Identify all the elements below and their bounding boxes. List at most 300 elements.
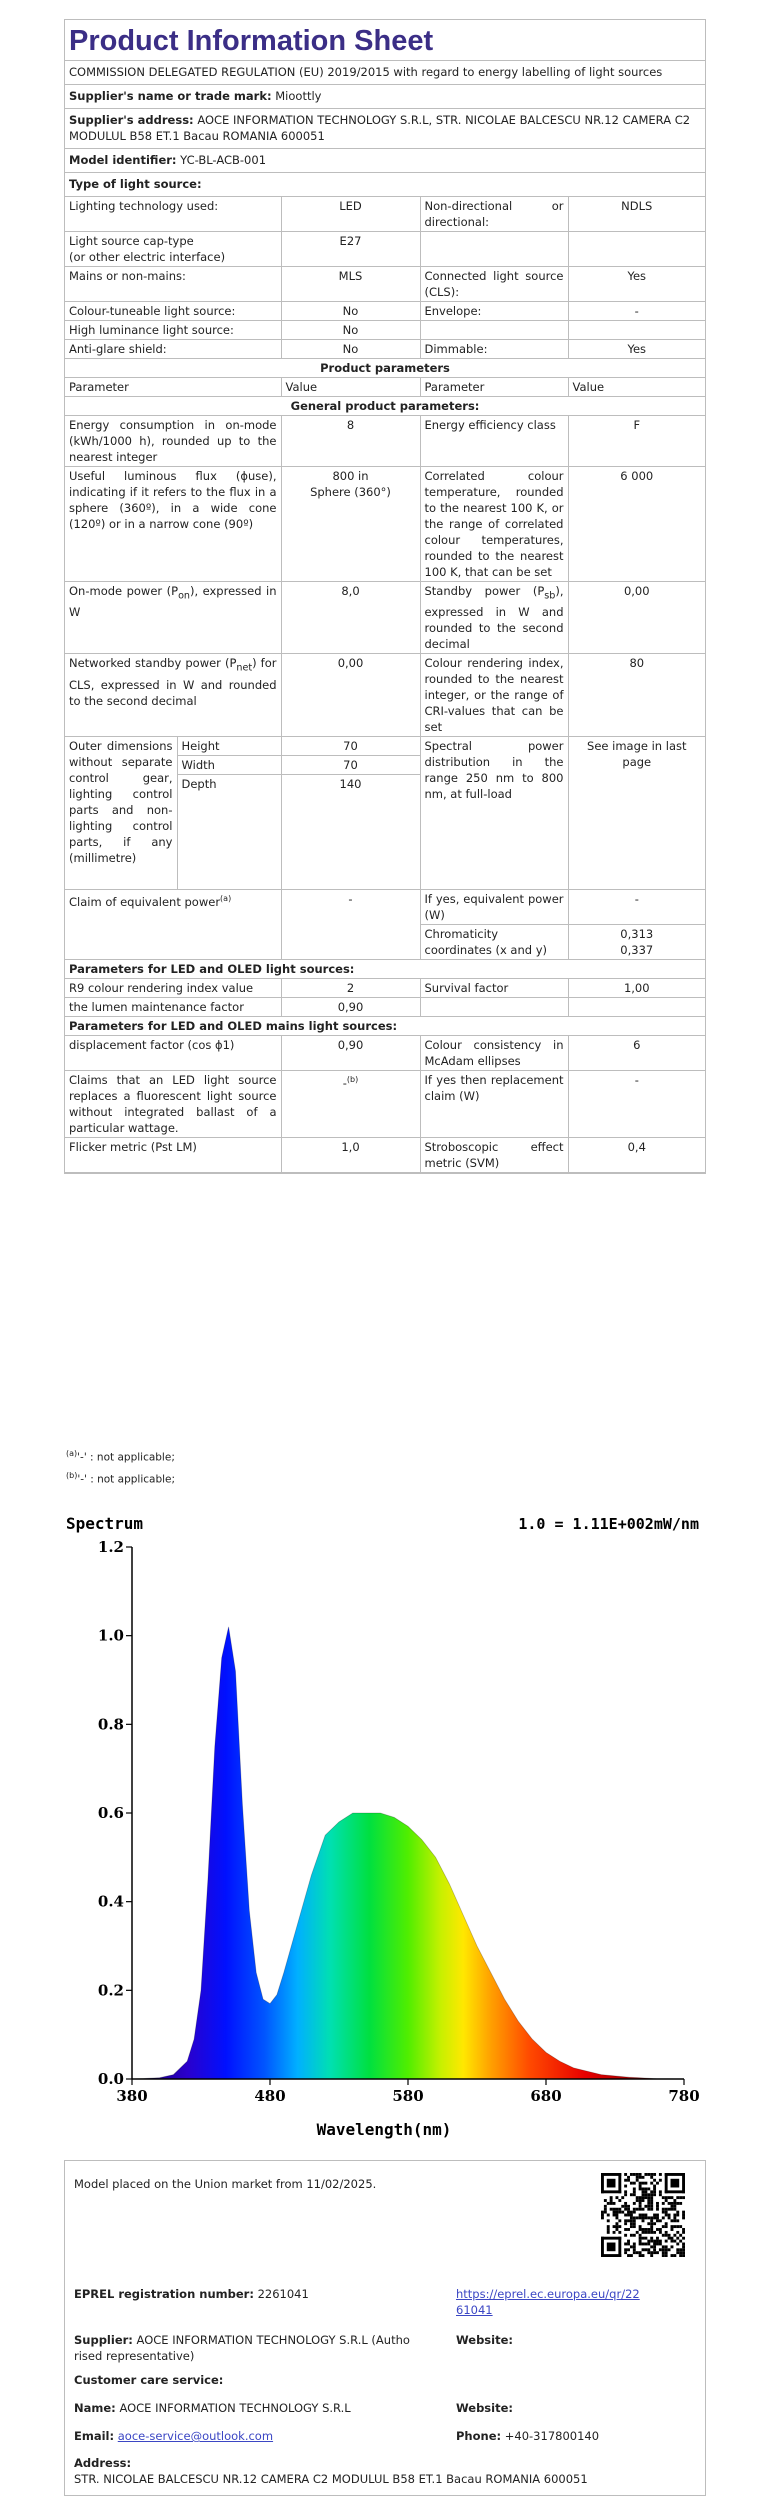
- qr-finder: [601, 2173, 621, 2176]
- qr-module: [630, 2173, 633, 2176]
- care-website-label: Website:: [456, 2401, 513, 2415]
- qr-module: [642, 2228, 645, 2231]
- qr-module: [662, 2245, 665, 2248]
- qr-module: [633, 2222, 636, 2225]
- qr-module: [613, 2211, 616, 2214]
- qr-module: [644, 2190, 647, 2193]
- standby-power-label-text: Standby power (P: [424, 584, 545, 598]
- supplier-row: [74, 2332, 454, 2364]
- envelope-value: -: [568, 302, 705, 321]
- qr-module: [615, 2214, 618, 2217]
- qr-module: [659, 2231, 662, 2234]
- dimmable-label: Dimmable:: [420, 340, 568, 359]
- qr-module: [644, 2193, 647, 2196]
- nondirectional-value: NDLS: [568, 197, 705, 232]
- qr-module: [639, 2199, 642, 2202]
- eprel-link-line1[interactable]: https://eprel.ec.europa.eu/qr/22: [456, 2287, 640, 2301]
- qr-module: [627, 2176, 630, 2179]
- qr-module: [656, 2202, 659, 2205]
- mains-parameters-heading: Parameters for LED and OLED mains light sources:: [65, 1017, 705, 1036]
- care-email-row: [74, 2428, 273, 2444]
- qr-module: [639, 2185, 642, 2188]
- r9-value: 2: [281, 979, 420, 998]
- qr-module: [633, 2219, 636, 2222]
- registration-footer: [64, 2160, 706, 2496]
- supplier-name-value: Mioottly: [275, 89, 322, 103]
- technology-label: Lighting technology used:: [65, 197, 281, 232]
- qr-module: [673, 2202, 676, 2205]
- qr-module: [656, 2208, 659, 2211]
- supplier-address-label: Supplier's address:: [69, 113, 194, 127]
- qr-module: [647, 2199, 650, 2202]
- qr-module: [627, 2254, 630, 2257]
- qr-finder: [601, 2173, 604, 2193]
- qr-module: [642, 2199, 645, 2202]
- qr-module: [644, 2228, 647, 2231]
- qr-module: [679, 2254, 682, 2257]
- qr-module: [647, 2248, 650, 2251]
- qr-module: [633, 2251, 636, 2254]
- y-tick-label: 0.2: [97, 1981, 124, 2000]
- qr-module: [665, 2251, 668, 2254]
- care-address-row: [74, 2455, 694, 2487]
- qr-module: [647, 2216, 650, 2219]
- qr-module: [615, 2208, 618, 2211]
- qr-module: [676, 2225, 679, 2228]
- qr-module: [627, 2219, 630, 2222]
- qr-module: [653, 2222, 656, 2225]
- width-label: Width: [177, 756, 281, 775]
- qr-module: [647, 2222, 650, 2225]
- qr-module: [653, 2173, 656, 2176]
- qr-module: [621, 2205, 624, 2208]
- column-header-value: Value: [281, 378, 420, 397]
- table-row: [65, 359, 705, 378]
- cls-label: Connected light source (CLS):: [420, 267, 568, 302]
- qr-module: [671, 2237, 674, 2240]
- qr-module: [673, 2214, 676, 2217]
- y-tick-label: 0.4: [97, 1892, 124, 1911]
- qr-module: [682, 2237, 685, 2240]
- qr-finder: [601, 2237, 604, 2257]
- qr-module: [656, 2237, 659, 2240]
- qr-module: [613, 2231, 616, 2234]
- qr-module: [653, 2231, 656, 2234]
- y-tick-label: 1.0: [97, 1626, 124, 1645]
- cls-value: Yes: [568, 267, 705, 302]
- qr-module: [644, 2205, 647, 2208]
- qr-module: [627, 2208, 630, 2211]
- qr-module: [618, 2219, 621, 2222]
- supplier-value-line2: rised representative): [74, 2349, 195, 2363]
- qr-module: [621, 2211, 624, 2214]
- mains-value: MLS: [281, 267, 420, 302]
- qr-module: [644, 2243, 647, 2246]
- qr-finder: [601, 2190, 621, 2193]
- qr-module: [665, 2234, 668, 2237]
- qr-module: [613, 2214, 616, 2217]
- tuneable-label: Colour-tuneable light source:: [65, 302, 281, 321]
- qr-module: [671, 2225, 674, 2228]
- qr-module: [665, 2240, 668, 2243]
- lumen-maintenance-label: the lumen maintenance factor: [65, 998, 281, 1017]
- qr-module: [604, 2205, 607, 2208]
- qr-module: [659, 2240, 662, 2243]
- qr-module: [624, 2248, 627, 2251]
- qr-module: [650, 2245, 653, 2248]
- qr-module: [650, 2225, 653, 2228]
- networked-standby-label-rest: ) for CLS, expressed in W and rounded to the second decimal: [69, 656, 277, 708]
- qr-module: [679, 2240, 682, 2243]
- qr-module: [642, 2216, 645, 2219]
- colour-consistency-label: Colour consistency in McAdam ellipses: [420, 1036, 568, 1071]
- qr-module: [610, 2196, 613, 2199]
- qr-finder: [601, 2237, 621, 2240]
- qr-module: [673, 2254, 676, 2257]
- column-header-parameter-2: Parameter: [420, 378, 568, 397]
- high-luminance-value: No: [281, 321, 420, 340]
- table-row: [65, 979, 705, 998]
- qr-module: [633, 2248, 636, 2251]
- depth-value: 140: [281, 775, 420, 890]
- cap-type-label: [65, 232, 281, 267]
- qr-finder: [665, 2190, 685, 2193]
- eprel-link[interactable]: [456, 2286, 640, 2318]
- qr-module: [647, 2240, 650, 2243]
- qr-module: [636, 2176, 639, 2179]
- qr-module: [636, 2216, 639, 2219]
- qr-module: [610, 2202, 613, 2205]
- qr-module: [636, 2251, 639, 2254]
- qr-module: [639, 2251, 642, 2254]
- qr-module: [630, 2222, 633, 2225]
- care-name-label: Name:: [74, 2401, 116, 2415]
- qr-module: [604, 2211, 607, 2214]
- qr-module: [659, 2173, 662, 2176]
- qr-module: [676, 2248, 679, 2251]
- qr-module: [642, 2214, 645, 2217]
- qr-module: [647, 2187, 650, 2190]
- qr-module: [668, 2237, 671, 2240]
- qr-module: [644, 2173, 647, 2176]
- tuneable-value: No: [281, 302, 420, 321]
- qr-module: [673, 2219, 676, 2222]
- qr-module: [668, 2196, 671, 2199]
- qr-module: [627, 2228, 630, 2231]
- table-row: [65, 582, 705, 654]
- customer-care-label: Customer care service:: [74, 2373, 224, 2387]
- x-tick-label: 480: [254, 2087, 286, 2105]
- on-mode-power-value: 8,0: [281, 582, 420, 654]
- luminous-flux-label: Useful luminous flux (ɸuse), indicating if it refers to the flux in a sphere (360º), in a wide cone (120º) or in a narrow cone (90º): [65, 467, 281, 582]
- qr-module: [668, 2216, 671, 2219]
- qr-module: [627, 2240, 630, 2243]
- product-parameters-heading: Product parameters: [65, 359, 705, 378]
- qr-module: [682, 2214, 685, 2217]
- qr-finder: [682, 2173, 685, 2193]
- qr-module: [650, 2219, 653, 2222]
- care-email-link[interactable]: aoce-service@outlook.com: [117, 2429, 274, 2443]
- qr-module: [665, 2222, 668, 2225]
- qr-module: [682, 2243, 685, 2246]
- qr-module: [671, 2219, 674, 2222]
- qr-module: [662, 2196, 665, 2199]
- table-row: [65, 1017, 705, 1036]
- qr-module: [618, 2199, 621, 2202]
- qr-module: [644, 2248, 647, 2251]
- qr-module: [630, 2225, 633, 2228]
- spectrum-svg: [64, 1505, 704, 2145]
- qr-module: [665, 2248, 668, 2251]
- qr-module: [656, 2228, 659, 2231]
- supplier-label: Supplier:: [74, 2333, 133, 2347]
- eprel-label: EPREL registration number:: [74, 2287, 254, 2301]
- luminous-flux-value-line2: Sphere (360°): [310, 485, 391, 499]
- stroboscopic-value: 0,4: [568, 1138, 705, 1173]
- qr-finder: [607, 2179, 616, 2188]
- qr-module: [676, 2237, 679, 2240]
- qr-module: [613, 2202, 616, 2205]
- table-row: [65, 960, 705, 979]
- care-name-value: AOCE INFORMATION TECHNOLOGY S.R.L: [119, 2401, 351, 2415]
- qr-module: [659, 2228, 662, 2231]
- qr-finder: [665, 2173, 668, 2193]
- qr-module: [682, 2254, 685, 2257]
- qr-module: [630, 2216, 633, 2219]
- qr-finder: [601, 2254, 621, 2257]
- qr-module: [644, 2216, 647, 2219]
- qr-module: [656, 2243, 659, 2246]
- qr-module: [604, 2208, 607, 2211]
- qr-module: [615, 2225, 618, 2228]
- lumen-maintenance-value: 0,90: [281, 998, 420, 1017]
- qr-module: [607, 2214, 610, 2217]
- model-identifier-row: [65, 149, 705, 173]
- qr-module: [630, 2234, 633, 2237]
- eprel-link-line2[interactable]: 61041: [456, 2303, 493, 2317]
- nondirectional-label: Non-directional or directional:: [420, 197, 568, 232]
- qr-module: [630, 2219, 633, 2222]
- survival-factor-label: Survival factor: [420, 979, 568, 998]
- qr-module: [679, 2196, 682, 2199]
- qr-module: [639, 2243, 642, 2246]
- equivalent-power-value: -: [281, 890, 420, 960]
- qr-module: [630, 2182, 633, 2185]
- qr-module: [644, 2214, 647, 2217]
- qr-module: [639, 2196, 642, 2199]
- qr-module: [647, 2243, 650, 2246]
- qr-module: [650, 2190, 653, 2193]
- qr-module: [642, 2243, 645, 2246]
- qr-module: [633, 2187, 636, 2190]
- qr-module: [671, 2240, 674, 2243]
- qr-module: [618, 2231, 621, 2234]
- qr-module: [639, 2228, 642, 2231]
- qr-module: [604, 2199, 607, 2202]
- qr-module: [668, 2248, 671, 2251]
- qr-module: [630, 2214, 633, 2217]
- qr-module: [624, 2214, 627, 2217]
- equivalent-power-note: (a): [220, 894, 232, 904]
- qr-module: [653, 2248, 656, 2251]
- product-parameters-table: [65, 359, 705, 1173]
- qr-module: [624, 2228, 627, 2231]
- qr-module: [650, 2193, 653, 2196]
- qr-module: [627, 2211, 630, 2214]
- qr-module: [656, 2240, 659, 2243]
- qr-code-icon[interactable]: [601, 2173, 685, 2257]
- stroboscopic-label: Stroboscopic effect metric (SVM): [420, 1138, 568, 1173]
- qr-module: [682, 2196, 685, 2199]
- qr-module: [630, 2254, 633, 2257]
- qr-module: [647, 2228, 650, 2231]
- table-header-row: [65, 378, 705, 397]
- qr-module: [607, 2231, 610, 2234]
- table-row: [65, 998, 705, 1017]
- footnote-a: [66, 1445, 175, 1467]
- qr-module: [639, 2214, 642, 2217]
- care-name-row: [74, 2400, 351, 2416]
- qr-module: [647, 2251, 650, 2254]
- y-tick-label: 0.8: [97, 1715, 124, 1734]
- supplier-name-row: [65, 85, 705, 109]
- qr-module: [650, 2231, 653, 2234]
- qr-module: [642, 2193, 645, 2196]
- networked-standby-label: [65, 654, 281, 737]
- qr-module: [647, 2208, 650, 2211]
- qr-module: [682, 2245, 685, 2248]
- qr-module: [653, 2216, 656, 2219]
- fluorescent-claim-value: [281, 1071, 420, 1138]
- standby-power-sub: sb: [544, 590, 556, 602]
- qr-module: [682, 2216, 685, 2219]
- x-tick-label: 380: [116, 2087, 148, 2105]
- qr-module: [673, 2225, 676, 2228]
- y-tick-label: 0.6: [97, 1804, 124, 1822]
- qr-module: [676, 2202, 679, 2205]
- footnote-a-text: '-' : not applicable;: [77, 1451, 175, 1464]
- qr-module: [624, 2202, 627, 2205]
- qr-module: [644, 2182, 647, 2185]
- qr-module: [647, 2231, 650, 2234]
- energy-consumption-label: Energy consumption in on-mode (kWh/1000 h), rounded up to the nearest integer: [65, 416, 281, 467]
- qr-module: [607, 2225, 610, 2228]
- qr-module: [653, 2251, 656, 2254]
- qr-module: [682, 2211, 685, 2214]
- qr-module: [639, 2208, 642, 2211]
- displacement-factor-label: displacement factor (cos ɸ1): [65, 1036, 281, 1071]
- qr-module: [639, 2237, 642, 2240]
- qr-module: [642, 2187, 645, 2190]
- qr-module: [656, 2219, 659, 2222]
- qr-module: [659, 2193, 662, 2196]
- table-row: [65, 197, 705, 232]
- qr-module: [676, 2251, 679, 2254]
- qr-module: [636, 2208, 639, 2211]
- qr-module: [630, 2211, 633, 2214]
- displacement-factor-value: 0,90: [281, 1036, 420, 1071]
- qr-module: [636, 2199, 639, 2202]
- qr-module: [665, 2211, 668, 2214]
- qr-module: [624, 2179, 627, 2182]
- qr-module: [673, 2240, 676, 2243]
- standby-power-label-rest: ), expressed in W and rounded to the second decimal: [424, 584, 564, 652]
- equivalent-yes-label: If yes, equivalent power (W): [420, 890, 568, 925]
- qr-module: [665, 2231, 668, 2234]
- qr-module: [662, 2208, 665, 2211]
- qr-module: [668, 2214, 671, 2217]
- qr-module: [673, 2216, 676, 2219]
- qr-module: [656, 2182, 659, 2185]
- qr-module: [644, 2196, 647, 2199]
- qr-module: [615, 2222, 618, 2225]
- qr-module: [650, 2254, 653, 2257]
- supplier-name-label: Supplier's name or trade mark:: [69, 89, 272, 103]
- energy-class-value: F: [568, 416, 705, 467]
- qr-module: [653, 2240, 656, 2243]
- table-row: [65, 302, 705, 321]
- qr-module: [627, 2179, 630, 2182]
- qr-module: [642, 2237, 645, 2240]
- qr-module: [653, 2193, 656, 2196]
- cri-value: 80: [568, 654, 705, 737]
- table-row: [65, 654, 705, 737]
- care-address-label: Address:: [74, 2456, 132, 2470]
- qr-module: [665, 2225, 668, 2228]
- qr-finder: [665, 2173, 685, 2176]
- qr-module: [642, 2176, 645, 2179]
- r9-label: R9 colour rendering index value: [65, 979, 281, 998]
- qr-module: [676, 2219, 679, 2222]
- standby-power-value: 0,00: [568, 582, 705, 654]
- qr-module: [639, 2240, 642, 2243]
- qr-module: [665, 2199, 668, 2202]
- footnotes: [66, 1445, 175, 1488]
- qr-module: [630, 2193, 633, 2196]
- qr-module: [650, 2196, 653, 2199]
- table-row: [65, 1071, 705, 1138]
- qr-module: [650, 2251, 653, 2254]
- qr-module: [659, 2248, 662, 2251]
- qr-module: [639, 2254, 642, 2257]
- qr-module: [676, 2211, 679, 2214]
- product-information-sheet: [64, 19, 706, 1174]
- qr-module: [653, 2190, 656, 2193]
- qr-module: [662, 2225, 665, 2228]
- light-source-type-row: [65, 173, 705, 197]
- qr-module: [639, 2205, 642, 2208]
- networked-standby-sub: net: [236, 662, 253, 674]
- qr-module: [673, 2234, 676, 2237]
- qr-module: [676, 2196, 679, 2199]
- y-tick-label: 0.0: [97, 2070, 124, 2088]
- qr-module: [679, 2248, 682, 2251]
- qr-module: [668, 2208, 671, 2211]
- qr-module: [676, 2231, 679, 2234]
- qr-module: [630, 2245, 633, 2248]
- qr-module: [676, 2214, 679, 2217]
- qr-module: [665, 2254, 668, 2257]
- survival-factor-value: 1,00: [568, 979, 705, 998]
- qr-module: [671, 2202, 674, 2205]
- care-email-label: Email:: [74, 2429, 115, 2443]
- qr-module: [613, 2225, 616, 2228]
- qr-module: [662, 2234, 665, 2237]
- x-tick-label: 680: [530, 2087, 562, 2105]
- supplier-value-line1: AOCE INFORMATION TECHNOLOGY S.R.L (Autho: [136, 2333, 410, 2347]
- height-label: Height: [177, 737, 281, 756]
- qr-finder: [671, 2179, 680, 2188]
